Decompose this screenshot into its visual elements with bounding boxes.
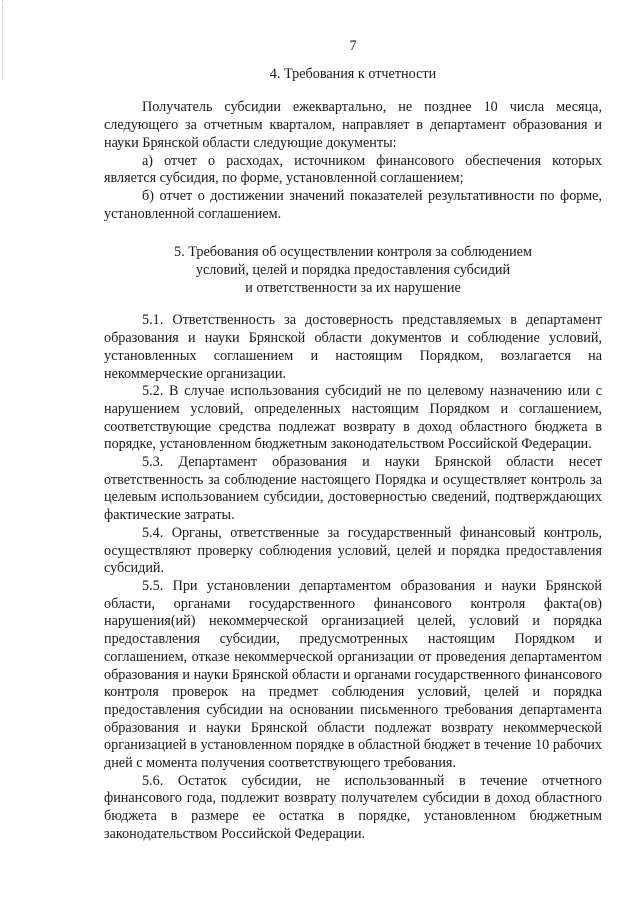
section-4-paragraph: Получатель субсидии ежеквартально, не позднее 10 числа месяца, следующего за отчетным кварталом, направляет в департамент образования и науки Брянской области следующие документы: (104, 99, 602, 151)
section-4-item-b: б) отчет о достижении значений показателей результативности по форме, установленной соглашением. (104, 187, 602, 222)
clause-5-2: 5.2. В случае использования субсидий не по целевому назначению или с нарушением условий, определенных настоящим Порядком и соглашением, соответствующие средства подлежат возврату в доход областного бюджета в порядке, установленном бюджетным законодательством Российской Федерации. (104, 383, 602, 453)
clause-5-6: 5.6. Остаток субсидии, не использованный в течение отчетного финансового года, подлежит возврату получателем субсидии в доход областного бюджета в размере ее остатка в порядке, установленном бюджетным законодательством Российской Федерации. (104, 772, 602, 842)
scan-edge-mark (2, 0, 7, 80)
section-5-title-line: и ответственности за их нарушение (245, 279, 461, 296)
page-number: 7 (349, 38, 357, 54)
clause-5-1: 5.1. Ответственность за достоверность представляемых в департамент образования и науки Брянской области документов и соблюдение условий, установленных соглашением и настоящим Порядком, возлагается на некоммерческие организации. (104, 312, 602, 382)
section-4-item-a: а) отчет о расходах, источником финансового обеспечения которых является субсидия, по форме, установленной соглашением; (104, 152, 602, 187)
clause-5-4: 5.4. Органы, ответственные за государственный финансовый контроль, осуществляют проверку соблюдения условий, целей и порядка предоставления субсидий. (104, 524, 602, 577)
clause-5-5: 5.5. При установлении департаментом образования и науки Брянской области, органами государственного финансового контроля факта(ов) нарушения(ий) некоммерческой организацией целей, условий и порядка предоставления субсидии, предусмотренных настоящим Порядком и соглашением, отказе некоммерческой организации от проведения департаментом образования и науки Брянской области и органами государственного финансового контроля проверок на предмет соблюдения условий, целей и порядка предоставления субсидии на основании письменного требования департамента образования и науки Брянской области подлежат возврату некоммерческой организацией в установленном порядке в областной бюджет в течение 10 рабочих дней с момента получения соответствующего требования. (104, 577, 602, 772)
section-5-title (104, 244, 602, 297)
section-4-title: 4. Требования к отчетности (269, 65, 437, 82)
section-5-title-line: условий, целей и порядка предоставления субсидий (195, 262, 511, 279)
section-5-title-line: 5. Требования об осуществлении контроля за соблюдением (174, 244, 532, 261)
document-body (104, 38, 602, 844)
clause-5-3: 5.3. Департамент образования и науки Брянской области несет ответственность за соблюдение настоящего Порядка и осуществляет контроль за целевым использованием субсидии, достоверностью сведений, подтверждающих фактические затраты. (104, 454, 602, 524)
